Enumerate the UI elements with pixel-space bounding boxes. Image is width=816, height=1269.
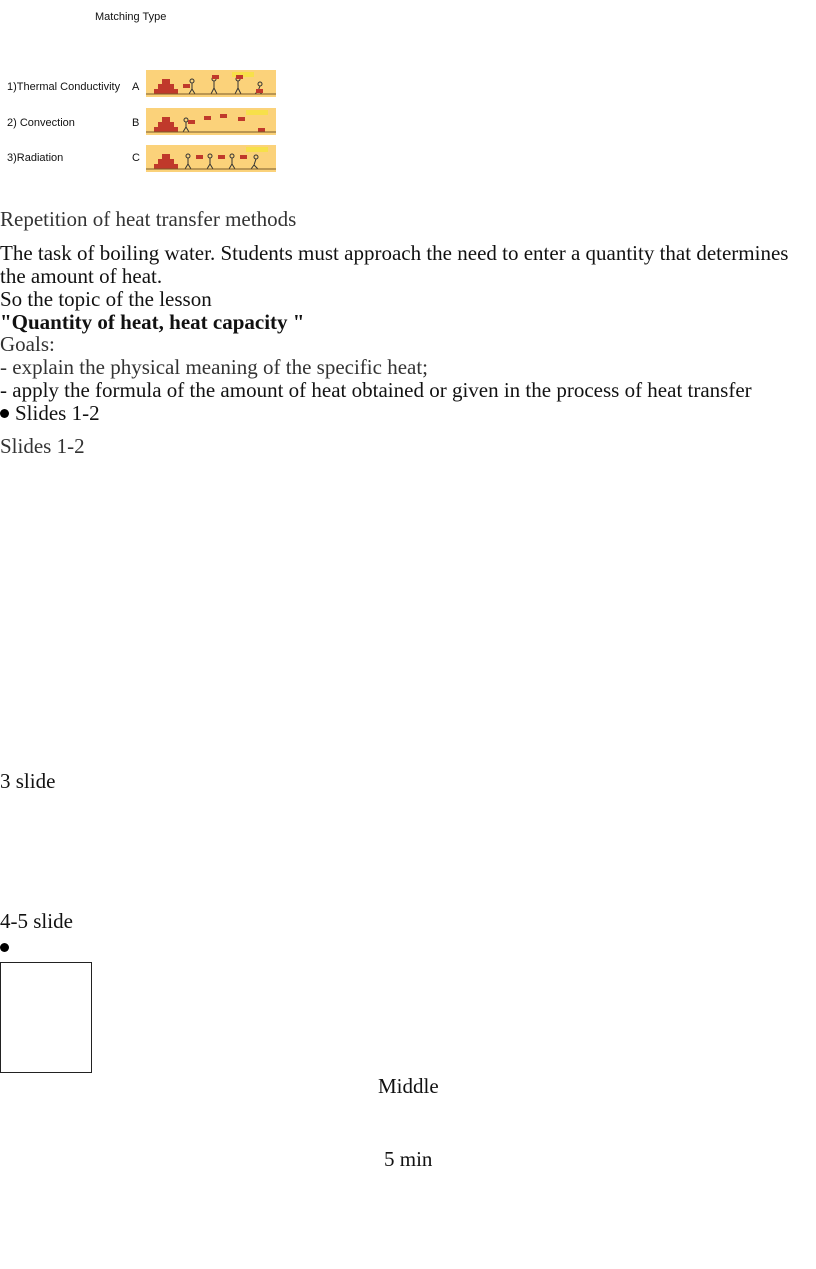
section-title: Repetition of heat transfer methods: [0, 207, 297, 231]
topic-intro: So the topic of the lesson: [0, 287, 212, 311]
time-label: 5 min: [384, 1147, 433, 1171]
topic-title: "Quantity of heat, heat capacity ": [0, 310, 305, 334]
bricks-figures-image: [146, 145, 276, 172]
bullet-slides-item: [0, 402, 100, 425]
slide-4-5-label: 4-5 slide: [0, 909, 73, 933]
goals-label: Goals:: [0, 332, 55, 356]
empty-table-cell: [0, 962, 92, 1073]
stage-label: Middle: [378, 1074, 439, 1098]
matching-item-label: 1)Thermal Conductivity: [7, 81, 121, 93]
heat-transfer-illustration-b: [146, 108, 276, 135]
slides-label: Slides 1-2: [0, 434, 85, 458]
slide-3-label: 3 slide: [0, 769, 56, 793]
bullet-slides-text: Slides 1-2: [15, 401, 100, 425]
bullet-icon: [0, 409, 9, 418]
matching-title: Matching Type: [95, 11, 167, 23]
heat-transfer-illustration-c: [146, 145, 276, 172]
goal-item: - apply the formula of the amount of heat obtained or given in the process of heat transfer: [0, 378, 752, 402]
heat-transfer-illustration-a: [146, 70, 276, 97]
task-text-line-2: the amount of heat.: [0, 264, 163, 288]
task-text-line-1: The task of boiling water. Students must approach the need to enter a quantity that determines: [0, 241, 789, 265]
matching-item-letter: C: [132, 152, 140, 164]
bullet-icon: [0, 940, 9, 958]
matching-item-letter: A: [132, 81, 140, 93]
matching-item-letter: B: [132, 117, 140, 129]
bricks-figures-image: [146, 108, 276, 135]
matching-item-label: 3)Radiation: [7, 152, 64, 164]
goal-item: - explain the physical meaning of the specific heat;: [0, 355, 429, 379]
bricks-figures-image: [146, 70, 276, 97]
matching-item-label: 2) Convection: [7, 117, 75, 129]
